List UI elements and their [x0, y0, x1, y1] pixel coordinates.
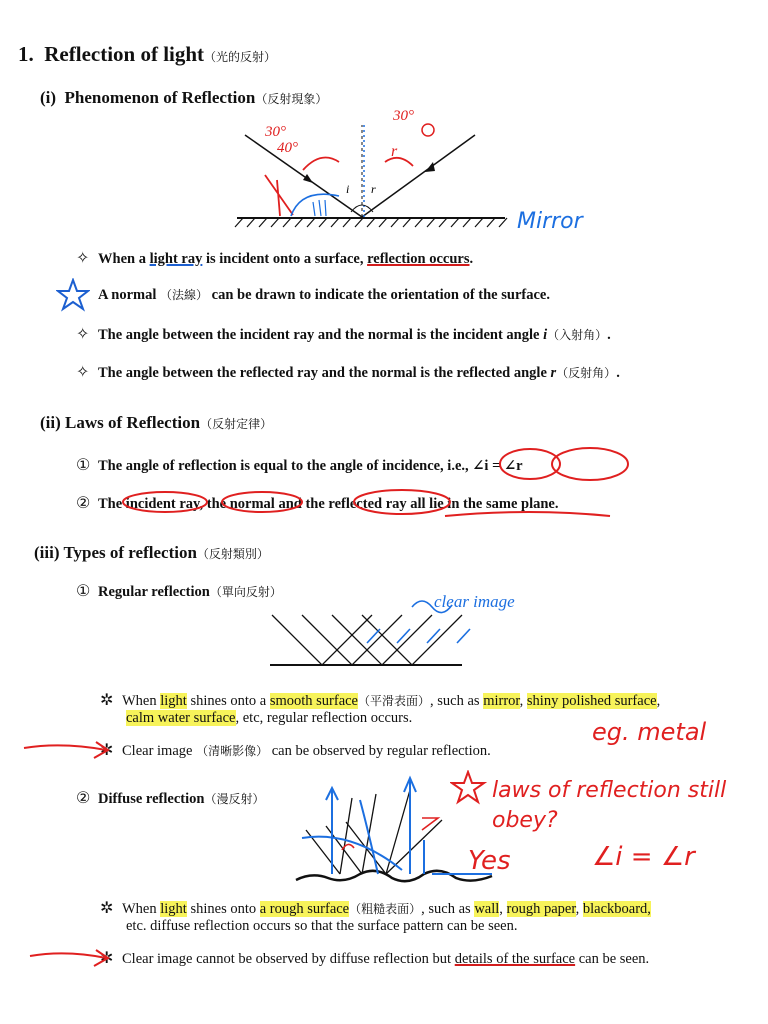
bullet-4: ✧ The angle between the reflected ray and the normal is the reflected angle r（反射角）.: [76, 364, 620, 381]
regular-paragraph-1-line2: calm water surface, etc, regular reflection occurs.: [126, 710, 413, 726]
incident-ray: [245, 135, 362, 217]
diffuse-question-note: laws of reflection still obey?: [492, 778, 727, 833]
angle-note-4: r: [391, 143, 398, 160]
diffuse-equation-note: ∠i = ∠r: [592, 842, 695, 872]
law-2: ② The incident ray, the normal and the reflected ray all lie in the same plane.: [76, 495, 559, 512]
angle-note-1: 30°: [265, 124, 286, 140]
side-note-metal: eg. metal: [592, 718, 707, 746]
arrow-annotation-2: [28, 946, 112, 970]
regular-paragraph-2: ✲ Clear image （清晰影像） can be observed by regular reflection.: [100, 742, 491, 759]
regular-reflection-title: ① Regular reflection（單向反射）: [76, 583, 282, 600]
regular-note: clear image: [434, 592, 515, 611]
subsection-iii-title: (iii) Types of reflection（反射類別）: [34, 543, 269, 562]
diffuse-reflection-title: ② Diffuse reflection（漫反射）: [76, 790, 265, 807]
i-label: i: [346, 182, 350, 196]
diffuse-paragraph-1: ✲ When light shines onto a rough surface（粗糙表面）, such as wall, rough paper, blackboard,: [100, 900, 651, 917]
diffuse-paragraph-1-line2: etc. diffuse reflection occurs so that the surface pattern can be seen.: [126, 918, 518, 934]
bullet-1: ✧ When a light ray is incident onto a surface, reflection occurs.: [76, 250, 474, 267]
regular-paragraph-1: ✲ When light shines onto a smooth surface（平滑表面）, such as mirror, shiny polished surface,: [100, 692, 661, 709]
section-title: 1. Reflection of light（光的反射）: [18, 42, 277, 66]
angle-note-3: 30°: [393, 108, 414, 124]
subsection-i-title: (i) Phenomenon of Reflection（反射現象）: [40, 88, 328, 107]
reflected-ray: [362, 135, 475, 217]
mirror-hatching: [235, 218, 507, 227]
subsection-ii-title: (ii) Laws of Reflection（反射定律）: [40, 413, 273, 432]
bullet-2: A normal （法線） can be drawn to indicate the orientation of the surface.: [98, 287, 550, 303]
law-annotations: [90, 442, 650, 522]
r-label: r: [371, 182, 376, 196]
star-annotation-2: [450, 770, 490, 806]
law-1: ① The angle of reflection is equal to the angle of incidence, i.e., ∠i = ∠r: [76, 457, 523, 474]
diffuse-answer-note: Yes: [468, 846, 511, 876]
diffuse-paragraph-2: ✲ Clear image cannot be observed by diffuse reflection but details of the surface can be seen.: [100, 950, 650, 967]
arrow-annotation-1: [22, 738, 112, 762]
mirror-note: Mirror: [517, 209, 583, 234]
reflection-diagram: [225, 100, 620, 240]
regular-reflection-diagram: [262, 585, 542, 685]
bullet-3: ✧ The angle between the incident ray and the normal is the incident angle i（入射角）.: [76, 326, 611, 343]
angle-note-2: 40°: [277, 140, 298, 156]
